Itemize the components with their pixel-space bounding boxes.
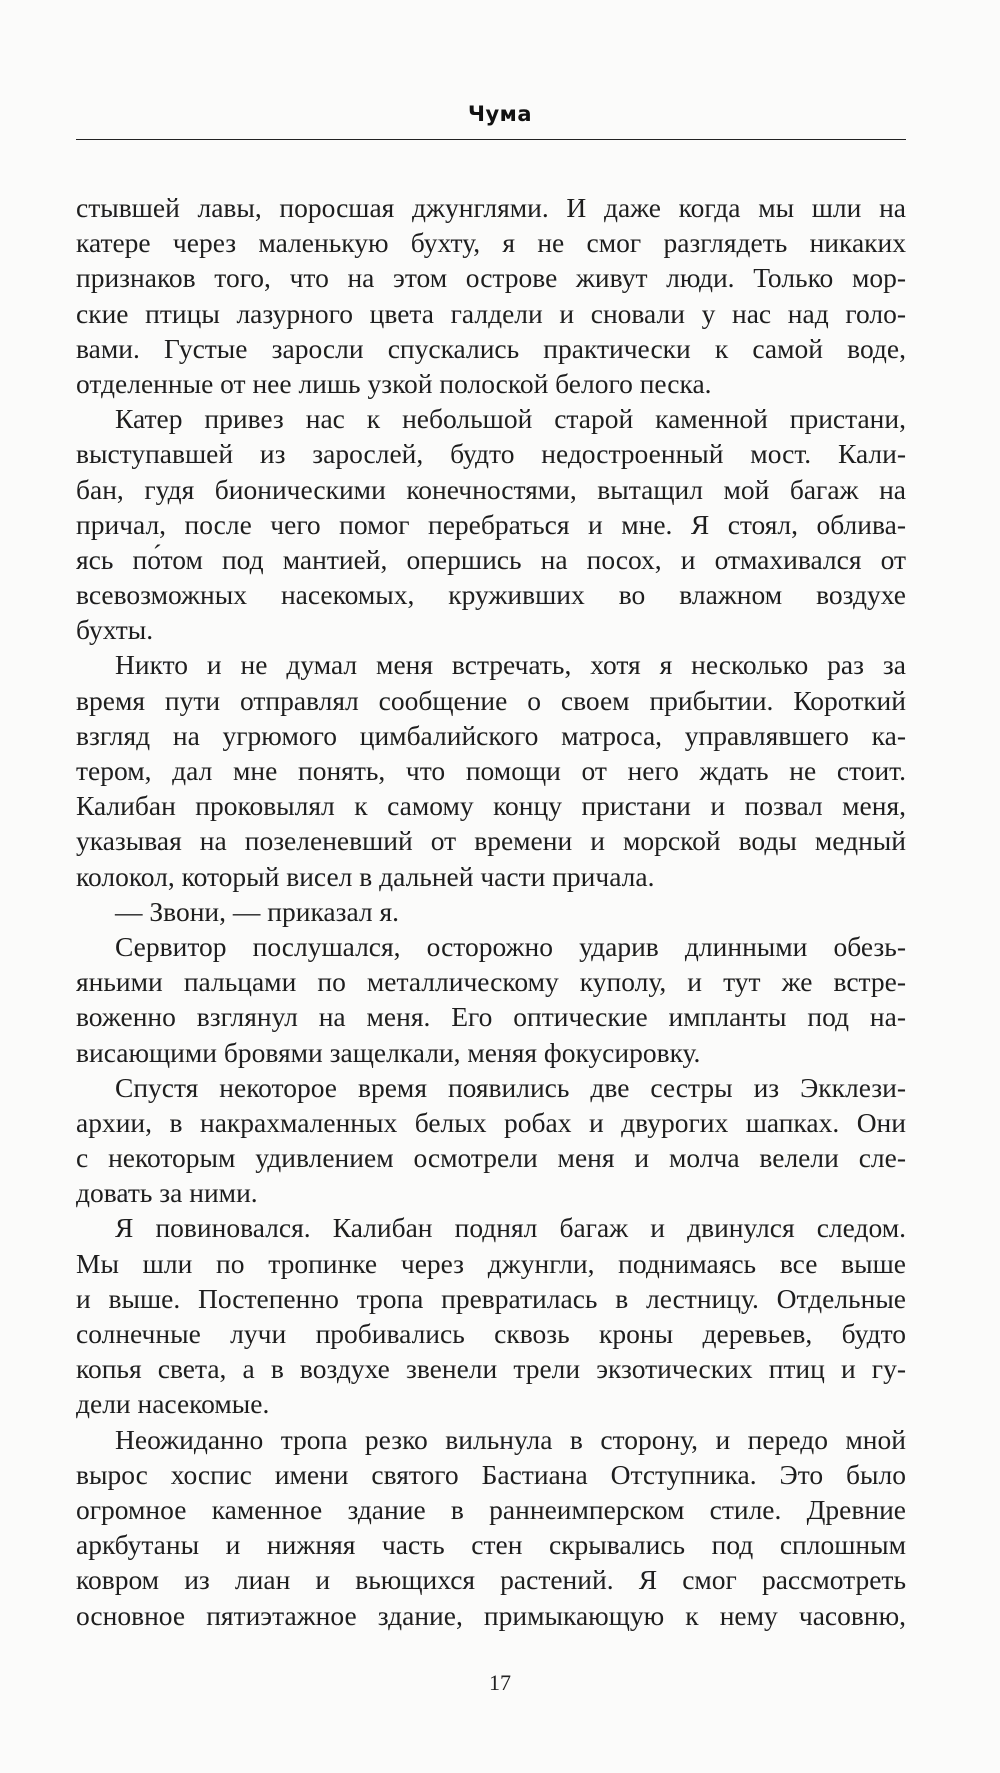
text-line: довать за ними. (76, 1177, 258, 1209)
text-line: отделенные от нее лишь узкой полоской белого песка. (76, 367, 712, 399)
text-line: копья света, а в воздухе звенели трели экзотических птиц и гу- (76, 1353, 906, 1385)
running-head: Чума (468, 102, 532, 126)
text-line: ковром из лиан и вьющихся растений. Я смог рассмотреть (76, 1564, 906, 1596)
text-line: дели насекомые. (76, 1388, 270, 1420)
text-line: — Звони, — приказал я. (115, 895, 400, 927)
text-line: вами. Густые заросли спускались практически к самой воде, (76, 332, 906, 364)
text-line: солнечные лучи пробивались сквозь кроны деревьев, будто (76, 1318, 906, 1349)
text-line: Неожиданно тропа резко вильнула в сторону, и передо мной (115, 1423, 906, 1455)
text-line: причал, после чего помог перебраться и мне. Я стоял, облива- (76, 508, 906, 540)
text-line: Спустя некоторое время появились две сестры из Экклези- (115, 1071, 906, 1103)
header-rule (76, 139, 906, 140)
text-line: яньими пальцами по металлическому куполу, и тут же встре- (76, 966, 906, 998)
text-line: основное пятиэтажное здание, примыкающую к нему часовню, (76, 1599, 906, 1631)
text-line: бан, гудя бионическими конечностями, вытащил мой багаж на (76, 473, 906, 505)
text-line: Мы шли по тропинке через джунгли, поднимаясь все выше (76, 1247, 906, 1279)
text-line: стывшей лавы, поросшая джунглями. И даже когда мы шли на (76, 192, 906, 223)
text-line: Сервитор послушался, осторожно ударив длинными обезь- (115, 930, 906, 962)
text-line: выступавшей из зарослей, будто недостроенный мост. Кали- (76, 438, 906, 470)
text-line: время пути отправлял сообщение о своем прибытии. Короткий (76, 684, 906, 716)
text-line: катере через маленькую бухту, я не смог разглядеть никаких (76, 227, 906, 259)
text-line: признаков того, что на этом острове живут люди. Только мор- (76, 262, 906, 294)
text-line: огромное каменное здание в раннеимперском стиле. Древние (76, 1493, 906, 1525)
text-line: висающими бровями защелкали, меняя фокусировку. (76, 1036, 701, 1068)
text-line: колокол, который висел в дальней части причала. (76, 860, 655, 892)
text-line: указывая на позеленевший от времени и морской воды медный (76, 825, 906, 857)
text-line: Никто и не думал меня встречать, хотя я несколько раз за (115, 649, 906, 681)
text-line: Калибан проковылял к самому концу пристани и позвал меня, (76, 790, 906, 822)
text-line: Я повиновался. Калибан поднял багаж и двинулся следом. (115, 1212, 906, 1244)
text-line: бухты. (76, 614, 154, 646)
text-line: вырос хоспис имени святого Бастиана Отступника. Это было (76, 1458, 906, 1490)
text-line: аркбутаны и нижняя часть стен скрывались под сплошным (76, 1529, 906, 1561)
text-line: ясь по́том под мантией, опершись на посох, и отмахивался от (76, 543, 906, 575)
text-line: всевозможных насекомых, круживших во влажном воздухе (76, 579, 906, 611)
text-line: и выше. Постепенно тропа превратилась в лестницу. Отдельные (76, 1282, 906, 1314)
text-line: с некоторым удивлением осмотрели меня и молча велели сле- (76, 1142, 906, 1174)
text-line: взгляд на угрюмого цимбалийского матроса, управлявшего ка- (76, 719, 906, 751)
text-line: ские птицы лазурного цвета галдели и сновали у нас над голо- (76, 297, 906, 329)
text-line: архии, в накрахмаленных белых робах и двурогих шапках. Они (76, 1106, 906, 1138)
body-text (76, 190, 906, 1633)
text-line: тером, дал мне понять, что помощи от него ждать не стоит. (76, 755, 906, 786)
text-line: воженно взглянул на меня. Его оптические импланты под на- (76, 1001, 906, 1033)
page-number: 17 (489, 1670, 511, 1695)
text-line: Катер привез нас к небольшой старой каменной пристани, (115, 403, 906, 435)
